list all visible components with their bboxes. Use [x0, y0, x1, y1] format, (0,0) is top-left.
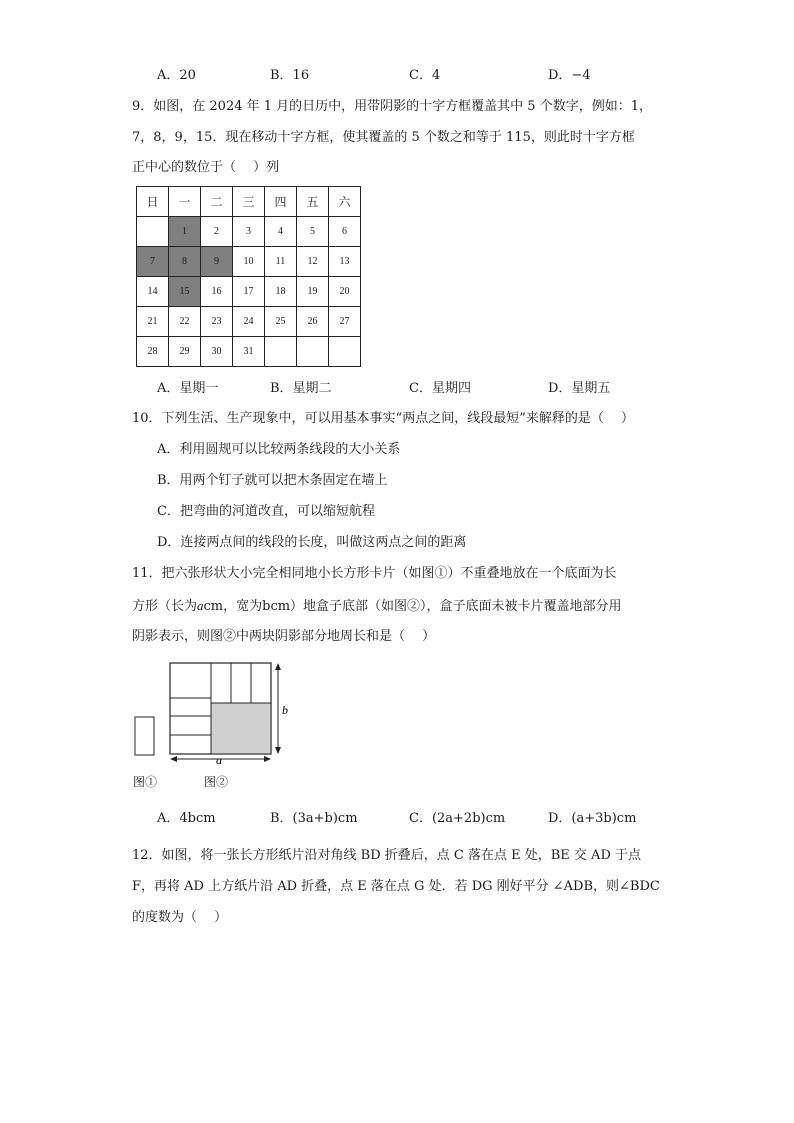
calendar-cell — [329, 337, 361, 367]
calendar-header-cell: 三 — [233, 187, 265, 217]
calendar-header-cell: 二 — [201, 187, 233, 217]
q11-option-c: C．(2a+2b)cm — [409, 811, 506, 826]
calendar-cell: 4 — [265, 217, 297, 247]
calendar-cell-shaded: 8 — [169, 247, 201, 277]
q11-line2-post: cm）地盒子底部（如图②），盒子底面未被卡片覆盖地部分用 — [270, 599, 622, 614]
calendar-cell: 31 — [233, 337, 265, 367]
calendar-cell-shaded: 7 — [137, 247, 169, 277]
calendar-header-row — [137, 187, 361, 217]
q9-stem-line-1: 9．如图，在 2024 年 1 月的日历中，用带阴影的十字方框覆盖其中 5 个数字，例如：1， — [132, 99, 652, 114]
q10-choice-b: B．用两个钉子就可以把木条固定在墙上 — [157, 473, 388, 488]
calendar-cell: 12 — [297, 247, 329, 277]
q10-choice-a: A．利用圆规可以比较两条线段的大小关系 — [157, 442, 401, 457]
q11-option-d: D．(a+3b)cm — [548, 811, 637, 826]
q8-option-d: D．−4 — [548, 68, 591, 83]
calendar-cell: 6 — [329, 217, 361, 247]
calendar-cell: 29 — [169, 337, 201, 367]
calendar-cell: 13 — [329, 247, 361, 277]
calendar-cell: 24 — [233, 307, 265, 337]
calendar-cell: 30 — [201, 337, 233, 367]
calendar-cell: 19 — [297, 277, 329, 307]
q11-stem-line-3: 阴影表示，则图②中两块阴影部分地周长和是（ ） — [132, 629, 436, 644]
q9-stem-line-3: 正中心的数位于（ ）列 — [132, 160, 280, 175]
calendar-cell — [137, 217, 169, 247]
q9-option-c: C．星期四 — [409, 381, 471, 396]
calendar-header-cell: 五 — [297, 187, 329, 217]
q9-option-d: D．星期五 — [548, 381, 611, 396]
q10-choice-c: C．把弯曲的河道改直，可以缩短航程 — [157, 504, 375, 519]
calendar-row — [137, 217, 361, 247]
calendar-cell: 10 — [233, 247, 265, 277]
calendar-cell: 14 — [137, 277, 169, 307]
q12-stem-line-2: F，再将 AD 上方纸片沿 AD 折叠，点 E 落在点 G 处．若 DG 刚好平分 ∠ADB，则∠BDC — [132, 879, 660, 894]
q11-option-b: B．(3a+b)cm — [270, 811, 358, 826]
calendar-cell: 27 — [329, 307, 361, 337]
q11-stem-line-2 — [132, 596, 622, 617]
q11-line2-mid: cm，宽为 — [203, 599, 263, 614]
calendar-row — [137, 307, 361, 337]
calendar-header-cell: 四 — [265, 187, 297, 217]
calendar-cell: 23 — [201, 307, 233, 337]
q8-option-a: A．20 — [157, 68, 196, 83]
q8-option-b: B．16 — [270, 68, 310, 83]
fig2-label: 图② — [204, 775, 229, 789]
fig1-card — [135, 717, 154, 755]
q8-option-c: C．4 — [409, 68, 441, 83]
q11-var-b: b — [262, 599, 271, 614]
calendar-cell — [265, 337, 297, 367]
calendar-header-cell: 一 — [169, 187, 201, 217]
q9-option-a: A．星期一 — [157, 381, 219, 396]
calendar-cell: 3 — [233, 217, 265, 247]
q10-choice-d: D．连接两点间的线段的长度，叫做这两点之间的距离 — [157, 535, 467, 550]
q12-stem-line-1: 12．如图，将一张长方形纸片沿对角线 BD 折叠后，点 C 落在点 E 处，BE 交 AD 于点 — [132, 848, 641, 863]
calendar-cell: 21 — [137, 307, 169, 337]
fig1-label: 图① — [133, 775, 158, 789]
q11-stem-line-1: 11．把六张形状大小完全相同地小长方形卡片（如图①）不重叠地放在一个底面为长 — [132, 566, 617, 581]
calendar-row — [137, 277, 361, 307]
calendar-table — [136, 186, 361, 367]
calendar-cell: 20 — [329, 277, 361, 307]
calendar-cell: 25 — [265, 307, 297, 337]
q10-stem: 10．下列生活、生产现象中，可以用基本事实“两点之间，线段最短”来解释的是（ ） — [132, 411, 634, 426]
calendar-cell: 11 — [265, 247, 297, 277]
q9-option-b: B．星期二 — [270, 381, 332, 396]
q11-option-a: A．4bcm — [157, 811, 216, 826]
calendar-cell-shaded: 1 — [169, 217, 201, 247]
calendar-cell-shaded: 9 — [201, 247, 233, 277]
calendar-cell: 5 — [297, 217, 329, 247]
calendar-row — [137, 247, 361, 277]
q11-figure — [130, 660, 300, 764]
calendar-row — [137, 337, 361, 367]
q11-line2-pre: 方形（长为 — [132, 599, 198, 614]
label-a: a — [216, 753, 222, 764]
calendar-cell: 16 — [201, 277, 233, 307]
calendar-cell: 26 — [297, 307, 329, 337]
calendar-cell: 22 — [169, 307, 201, 337]
calendar-cell-shaded: 15 — [169, 277, 201, 307]
q11-var-a: a — [197, 598, 204, 613]
q9-stem-line-2: 7，8，9，15．现在移动十字方框，使其覆盖的 5 个数之和等于 115，则此时十字方框 — [132, 130, 635, 145]
calendar-header-cell: 日 — [137, 187, 169, 217]
calendar-cell — [297, 337, 329, 367]
calendar-cell: 18 — [265, 277, 297, 307]
calendar-header-cell: 六 — [329, 187, 361, 217]
calendar-cell: 17 — [233, 277, 265, 307]
calendar-cell: 28 — [137, 337, 169, 367]
q12-stem-line-3: 的度数为（ ） — [132, 910, 228, 925]
fig2-shaded-region — [211, 703, 271, 754]
label-b: b — [282, 703, 288, 717]
calendar-cell: 2 — [201, 217, 233, 247]
